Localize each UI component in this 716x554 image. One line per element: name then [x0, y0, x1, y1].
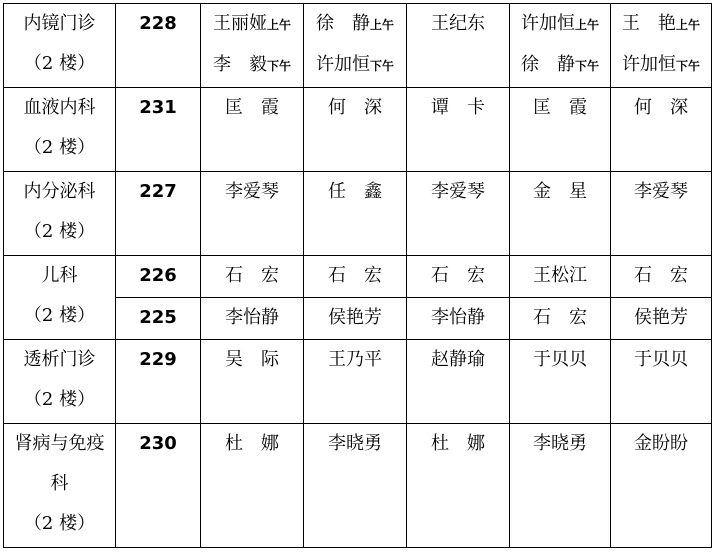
- doctor-name: 何 深: [634, 97, 688, 118]
- doctor-entry: [201, 45, 303, 86]
- day-cell: [611, 172, 712, 256]
- department-cell: [4, 172, 116, 256]
- doctor-name: 金 星: [533, 181, 587, 202]
- day-cell: [304, 424, 407, 548]
- doctor-name: 石 宏: [533, 307, 587, 328]
- shift-label: 下午: [369, 59, 394, 73]
- doctor-name: 金盼盼: [634, 433, 688, 454]
- doctor-name: 赵静瑜: [431, 349, 485, 370]
- doctor-name: 侯艳芳: [328, 307, 382, 328]
- doctor-name: 王 艳: [621, 13, 676, 34]
- room-number: 227: [116, 172, 201, 256]
- day-cell: [611, 88, 712, 172]
- doctor-name: 任 鑫: [328, 181, 382, 202]
- shift-label: 上午: [266, 18, 291, 32]
- department-cell: [4, 88, 116, 172]
- day-cell: [201, 88, 304, 172]
- schedule-row: [4, 424, 712, 548]
- day-cell: [407, 88, 510, 172]
- department-floor: （2 楼）: [23, 221, 96, 242]
- department-name: 血液内科: [23, 97, 96, 118]
- day-cell: [304, 340, 407, 424]
- day-cell: [407, 256, 510, 298]
- department-floor: （2 楼）: [23, 513, 96, 534]
- department-cell: [4, 424, 116, 548]
- doctor-name: 王乃平: [328, 349, 382, 370]
- doctor-name: 于贝贝: [634, 349, 688, 370]
- department-cell: [4, 256, 116, 340]
- shift-label: 下午: [675, 59, 700, 73]
- doctor-name: 杜 娜: [225, 433, 279, 454]
- day-cell: [611, 256, 712, 298]
- day-cell: [201, 256, 304, 298]
- day-cell: [304, 172, 407, 256]
- day-cell: [611, 4, 712, 88]
- department-floor: （2 楼）: [23, 53, 96, 74]
- shift-label: 上午: [574, 18, 599, 32]
- shift-label: 上午: [675, 18, 700, 32]
- clinic-schedule-table: [3, 3, 712, 548]
- doctor-name: 李晓勇: [328, 433, 382, 454]
- doctor-name: 李 毅: [212, 54, 267, 75]
- schedule-row: [4, 256, 712, 298]
- day-cell: [611, 424, 712, 548]
- doctor-entry: [304, 4, 406, 45]
- doctor-name: 石 宏: [225, 265, 279, 286]
- doctor-name: 匡 霞: [225, 97, 279, 118]
- department-floor: （2 楼）: [23, 389, 96, 410]
- doctor-name: 李爱琴: [634, 181, 688, 202]
- day-cell: [201, 298, 304, 340]
- department-floor: （2 楼）: [23, 305, 96, 326]
- day-cell: [407, 298, 510, 340]
- room-number: 228: [116, 4, 201, 88]
- shift-label: 上午: [369, 18, 394, 32]
- shift-label: 下午: [266, 59, 291, 73]
- doctor-name: 许加恒: [315, 54, 370, 75]
- doctor-name: 徐 静: [315, 13, 370, 34]
- schedule-row: [4, 340, 712, 424]
- doctor-name: 杜 娜: [431, 433, 485, 454]
- doctor-name: 匡 霞: [533, 97, 587, 118]
- department-name: 内镜门诊: [23, 13, 96, 34]
- doctor-name: 谭 卡: [431, 97, 485, 118]
- department-floor: （2 楼）: [23, 137, 96, 158]
- day-cell: [304, 4, 407, 88]
- day-cell: [510, 172, 611, 256]
- doctor-entry: [201, 4, 303, 45]
- doctor-name: 何 深: [328, 97, 382, 118]
- day-cell: [510, 424, 611, 548]
- schedule-row: [4, 88, 712, 172]
- day-cell: [510, 298, 611, 340]
- department-name: 透析门诊: [23, 349, 96, 370]
- doctor-entry: [304, 45, 406, 86]
- day-cell: [510, 88, 611, 172]
- doctor-entry: [510, 45, 610, 86]
- department-name: 内分泌科: [23, 181, 96, 202]
- room-number: 230: [116, 424, 201, 548]
- day-cell: [304, 256, 407, 298]
- doctor-name: 王丽娅: [212, 13, 267, 34]
- day-cell: [611, 340, 712, 424]
- day-cell: [407, 340, 510, 424]
- day-cell: [407, 424, 510, 548]
- department-cell: [4, 340, 116, 424]
- doctor-name: 徐 静: [520, 54, 575, 75]
- doctor-name: 于贝贝: [533, 349, 587, 370]
- doctor-entry: [510, 4, 610, 45]
- day-cell: [407, 4, 510, 88]
- doctor-name: 侯艳芳: [634, 307, 688, 328]
- schedule-row: [4, 4, 712, 88]
- day-cell: [510, 340, 611, 424]
- schedule-row: [4, 172, 712, 256]
- day-cell: [201, 172, 304, 256]
- day-cell: [510, 4, 611, 88]
- doctor-entry: [611, 45, 711, 86]
- doctor-name: 李爱琴: [431, 181, 485, 202]
- doctor-name: 石 宏: [634, 265, 688, 286]
- department-cell: [4, 4, 116, 88]
- day-cell: [510, 256, 611, 298]
- doctor-name: 吴 际: [225, 349, 279, 370]
- room-number: 231: [116, 88, 201, 172]
- doctor-name: 李怡静: [431, 307, 485, 328]
- doctor-name: 石 宏: [431, 265, 485, 286]
- doctor-entry: [407, 4, 509, 45]
- doctor-name: 石 宏: [328, 265, 382, 286]
- day-cell: [201, 424, 304, 548]
- doctor-name: 李爱琴: [225, 181, 279, 202]
- doctor-name: 许加恒: [621, 54, 676, 75]
- doctor-name: 王纪东: [431, 13, 485, 34]
- day-cell: [201, 4, 304, 88]
- department-name: 肾病与免疫: [14, 433, 105, 454]
- day-cell: [304, 88, 407, 172]
- doctor-name: 王松江: [533, 265, 587, 286]
- room-number: 229: [116, 340, 201, 424]
- room-number: 226: [116, 256, 201, 298]
- shift-label: 下午: [574, 59, 599, 73]
- day-cell: [304, 298, 407, 340]
- day-cell: [201, 340, 304, 424]
- day-cell: [407, 172, 510, 256]
- department-name: 儿科: [41, 265, 78, 286]
- doctor-name: 李怡静: [225, 307, 279, 328]
- day-cell: [611, 298, 712, 340]
- department-name-continued: 科: [50, 473, 69, 494]
- room-number: 225: [116, 298, 201, 340]
- doctor-entry: [611, 4, 711, 45]
- doctor-name: 李晓勇: [533, 433, 587, 454]
- doctor-name: 许加恒: [520, 13, 575, 34]
